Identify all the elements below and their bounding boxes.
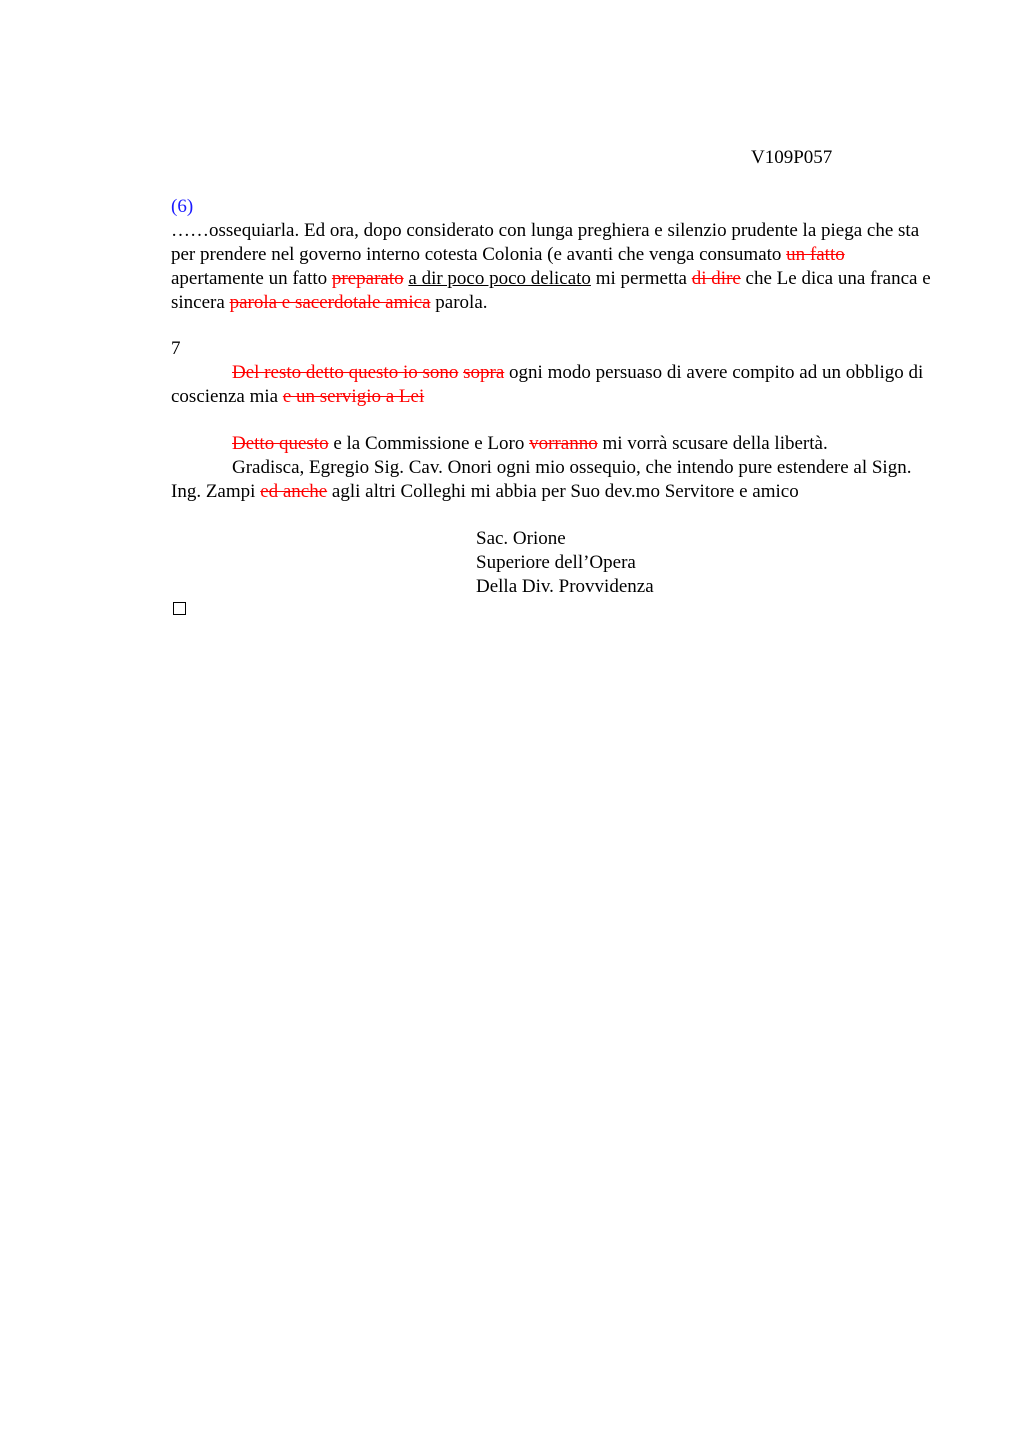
checkbox-empty-icon: [173, 602, 186, 615]
signature-line-1: Sac. Orione: [476, 528, 566, 549]
text-segment: agli altri Colleghi mi abbia per Suo dev.mo Servitore e amico: [327, 481, 799, 502]
section-7: [171, 337, 931, 409]
paragraph-ossequiarla: [171, 219, 931, 315]
paragraph-gradisca: [171, 456, 931, 504]
text-segment: apertamente un fatto: [171, 268, 332, 289]
paragraph-detto-questo: [171, 432, 931, 456]
deleted-text: di dire: [691, 268, 741, 289]
section-6: [171, 195, 931, 315]
text-segment: parola.: [430, 292, 488, 313]
paragraph-del-resto: [171, 361, 931, 409]
signature-line-2: Superiore dell’Opera: [476, 552, 636, 573]
deleted-text: Detto questo: [232, 433, 329, 454]
text-segment: che Le dica una franca e sincera: [171, 268, 931, 313]
text-segment: mi vorrà scusare della libertà.: [597, 433, 828, 454]
text-segment: ……ossequiarla. Ed ora, dopo considerato con lunga preghiera e silenzio prudente la piega che sta per prendere nel governo interno cotesta Colonia (e avanti che venga consumato: [171, 220, 920, 265]
section-marker-6: (6): [171, 196, 194, 217]
document-id: V109P057: [751, 147, 833, 168]
section-marker-7: 7: [171, 338, 181, 359]
deleted-text: un fatto: [786, 244, 845, 265]
signature-block: [476, 527, 654, 599]
underlined-text: a dir poco poco delicato: [408, 268, 591, 289]
text-segment: ogni modo persuaso di avere compito ad un obbligo di coscienza mia: [171, 362, 924, 407]
signature-line-3: Della Div. Provvidenza: [476, 576, 654, 597]
deleted-text: ed anche: [260, 481, 328, 502]
deleted-text: parola e sacerdotale amica: [229, 292, 431, 313]
deleted-text: preparato: [331, 268, 404, 289]
text-segment: Gradisca, Egregio Sig. Cav. Onori ogni mio ossequio, che intendo pure estendere al Sign. Ing. Zampi: [171, 457, 912, 502]
deleted-text: vorranno: [529, 433, 598, 454]
section-closing: [171, 432, 931, 504]
text-segment: mi permetta: [590, 268, 692, 289]
text-segment: e la Commissione e Loro: [328, 433, 530, 454]
deleted-text: Del resto detto questo io sono: [232, 362, 459, 383]
deleted-text: sopra: [463, 362, 505, 383]
deleted-text: e un servigio a Lei: [282, 386, 425, 407]
